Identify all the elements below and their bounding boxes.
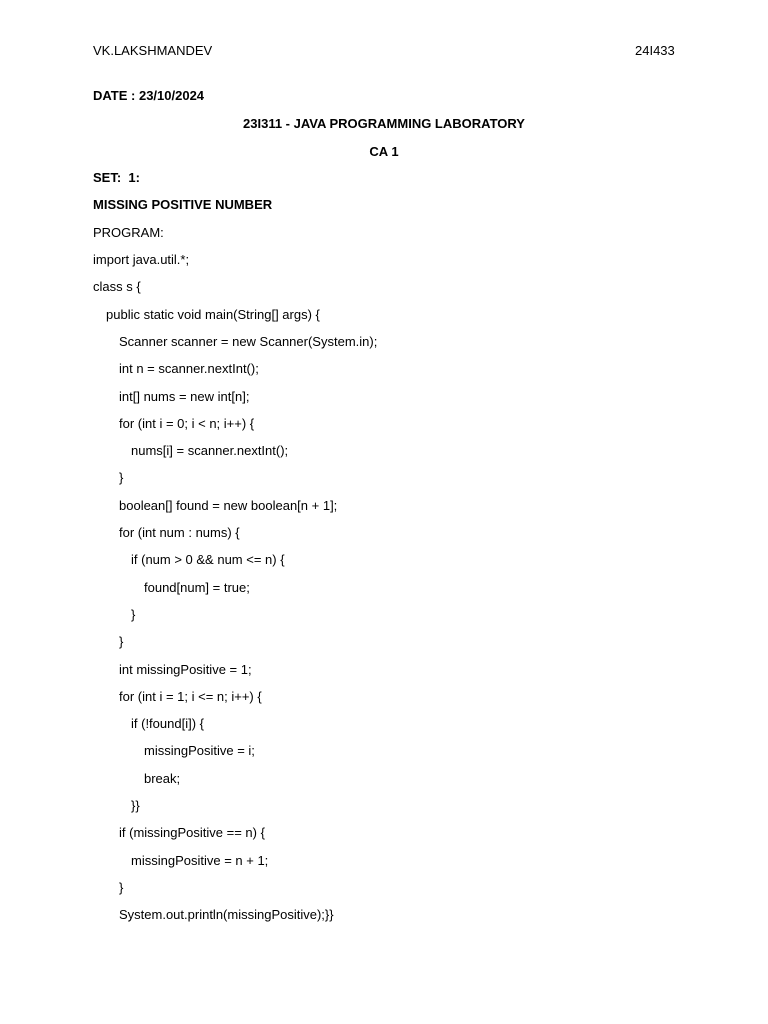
- code-line: if (!found[i]) {: [131, 716, 204, 731]
- code-line: if (num > 0 && num <= n) {: [131, 552, 285, 567]
- code-line: }: [119, 470, 124, 485]
- problem-title: MISSING POSITIVE NUMBER: [93, 197, 273, 212]
- roll-number: 24I433: [635, 43, 675, 58]
- code-line: found[num] = true;: [144, 580, 250, 595]
- code-line: int n = scanner.nextInt();: [119, 361, 259, 376]
- course-title: 23I311 - JAVA PROGRAMMING LABORATORY: [243, 116, 525, 131]
- code-line: if (missingPositive == n) {: [119, 825, 265, 840]
- author-name: VK.LAKSHMANDEV: [93, 43, 213, 58]
- code-line: class s {: [93, 279, 141, 294]
- program-label: PROGRAM:: [93, 225, 164, 240]
- set-label: SET: 1:: [93, 170, 140, 185]
- code-line: Scanner scanner = new Scanner(System.in);: [119, 334, 378, 349]
- code-line: nums[i] = scanner.nextInt();: [131, 443, 289, 458]
- code-line: for (int i = 1; i <= n; i++) {: [119, 689, 262, 704]
- code-line: }}: [131, 798, 140, 813]
- code-line: for (int num : nums) {: [119, 525, 240, 540]
- code-line: }: [119, 634, 124, 649]
- assessment-title: CA 1: [369, 144, 399, 159]
- code-line: boolean[] found = new boolean[n + 1];: [119, 498, 338, 513]
- code-line: import java.util.*;: [93, 252, 190, 267]
- code-line: missingPositive = n + 1;: [131, 853, 269, 868]
- code-line: }: [131, 607, 136, 622]
- code-line: missingPositive = i;: [144, 743, 255, 758]
- code-line: }: [119, 880, 124, 895]
- code-line: int missingPositive = 1;: [119, 662, 252, 677]
- code-line: System.out.println(missingPositive);}}: [119, 907, 334, 922]
- date-line: DATE : 23/10/2024: [93, 88, 205, 103]
- code-line: public static void main(String[] args) {: [106, 307, 320, 322]
- code-line: int[] nums = new int[n];: [119, 389, 250, 404]
- code-line: for (int i = 0; i < n; i++) {: [119, 416, 255, 431]
- code-line: break;: [144, 771, 181, 786]
